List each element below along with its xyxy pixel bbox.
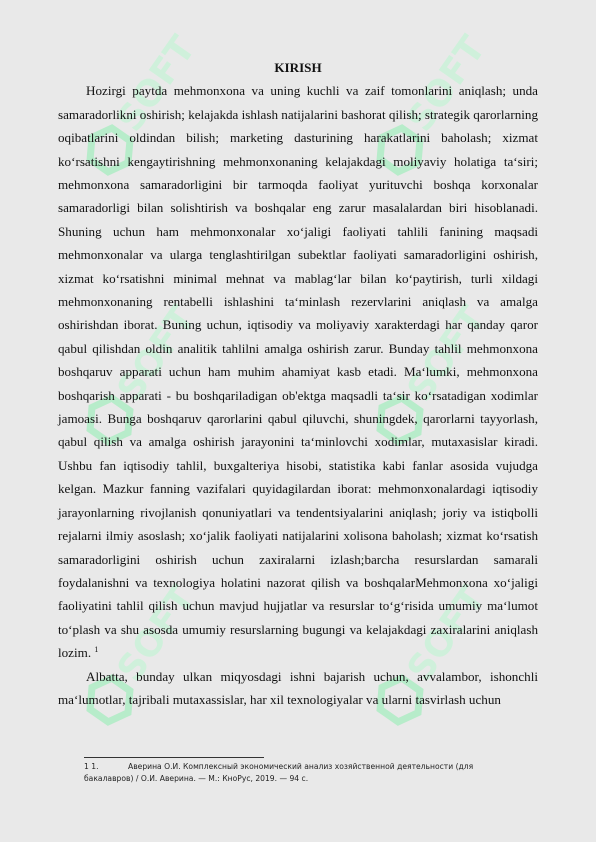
svg-text:SOFT: SOFT [399, 29, 494, 140]
svg-text:SOFT: SOFT [399, 299, 494, 410]
footnote [84, 761, 504, 785]
page-title: KIRISH [274, 60, 322, 75]
paragraph [58, 665, 538, 712]
paragraph-text: Albatta, bunday ulkan miqyosdagi ishni bajarish uchun, avvalambor, ishonchli ma‘lumotlar, tajribali mutaxassislar, har xil texnologiyalar va ularni tasvirlash uchun [58, 668, 538, 707]
document-body [58, 56, 538, 711]
svg-text:SOFT: SOFT [109, 299, 204, 410]
paragraph-text: Hozirgi paytda mehmonxona va uning kuchli va zaif tomonlarini aniqlash; unda samaradorlikni oshirish; kelajakda ishlash natijalarini bashorat qilish; strategik qarorlarning oqibatlarini oldindan bilish; marketing dasturining harakatlarini baholash; xizmat ko‘rsatishni kengaytirishning mehmonxonaning kelajakdagi moliyaviy holatiga ta‘siri; mehmonxona samaradorligini bir tarmoqda faoliyat yurituvchi boshqa korxonalar samaradorligi bilan solishtirish va boshqalar eng zarur masalalardan biri hisoblanadi. Shuning uchun ham mehmonxonalar xo‘jaligi faoliyati tahlili fanining maqsadi mehmonxonalar va ularga tenglashtirilgan subektlar faoliyati samaradorligini oshirish, xizmat ko‘rsatishni minimal mehnat va mablag‘lar bilan ko‘paytirish, turli xildagi mehmonxonaning rentabelli ishlashini ta‘minlash rezervlarini aniqlash va amalga oshirishdan iborat. Buning uchun, iqtisodiy va moliyaviy xarakterdagi har qanday qaror qabul qilishdan oldin analitik tahlilni amalga oshirish zarur. Bunday tahlil mehmonxona boshqaruv apparati uchun ham muhim ahamiyat kasb etadi. Ma‘lumki, mehmonxona boshqarish apparati - bu boshqariladigan ob'ektga maqsadli ta‘sir ko‘rsatadigan xodimlar jamoasi. Bunga boshqaruv qarorlarini qabul qiluvchi, shuningdek, qarorlarni tayyorlash, qabul qilish va amalga oshirish jarayonini ta‘minlovchi xodimlar, mutaxasislar kiradi. Ushbu fan iqtisodiy tahlil, buxgalteriya hisobi, statistika kabi fanlar asosida vujudga kelgan. Mazkur fanning vazifalari quyidagilardan iborat: mehmonxonalardagi iqtisodiy jarayonlarning rivojlanish qonuniyatlari va tendentsiyalarini aniqlash; joriy va istiqbolli rejalarni ilmiy asoslash; xo‘jalik faoliyati natijalarini xolisona baholash; xizmat ko‘rsatish samaradorligini oshirish uchun zaxiralarni izlash;barcha resurslardan samarali foydalanishni va texnologiya holatini nazorat qilish va boshqalarMehmonxona xo‘jaligi faoliyatini tahlil qilish uchun mavjud hujjatlar va resurslar to‘g‘risida umumiy ma‘lumot to‘plash va shu asosda umumiy resurslarning bugungi va kelajakdagi zaxiralarini aniqlash lozim. [58, 83, 538, 661]
footnote-number: 1 1. [84, 762, 99, 771]
paragraph [58, 79, 538, 664]
footnote-reference[interactable]: 1 [94, 645, 99, 655]
footnote-text: Аверина О.И. Комплексный экономический анализ хозяйственной деятельности (для бакалавров) / О.И. Аверина. — М.: КноРус, 2019. — 94 с. [84, 762, 474, 783]
footnote-divider [84, 757, 264, 758]
svg-text:SOFT: SOFT [399, 579, 494, 690]
svg-text:SOFT: SOFT [109, 579, 204, 690]
svg-text:SOFT: SOFT [109, 29, 204, 140]
